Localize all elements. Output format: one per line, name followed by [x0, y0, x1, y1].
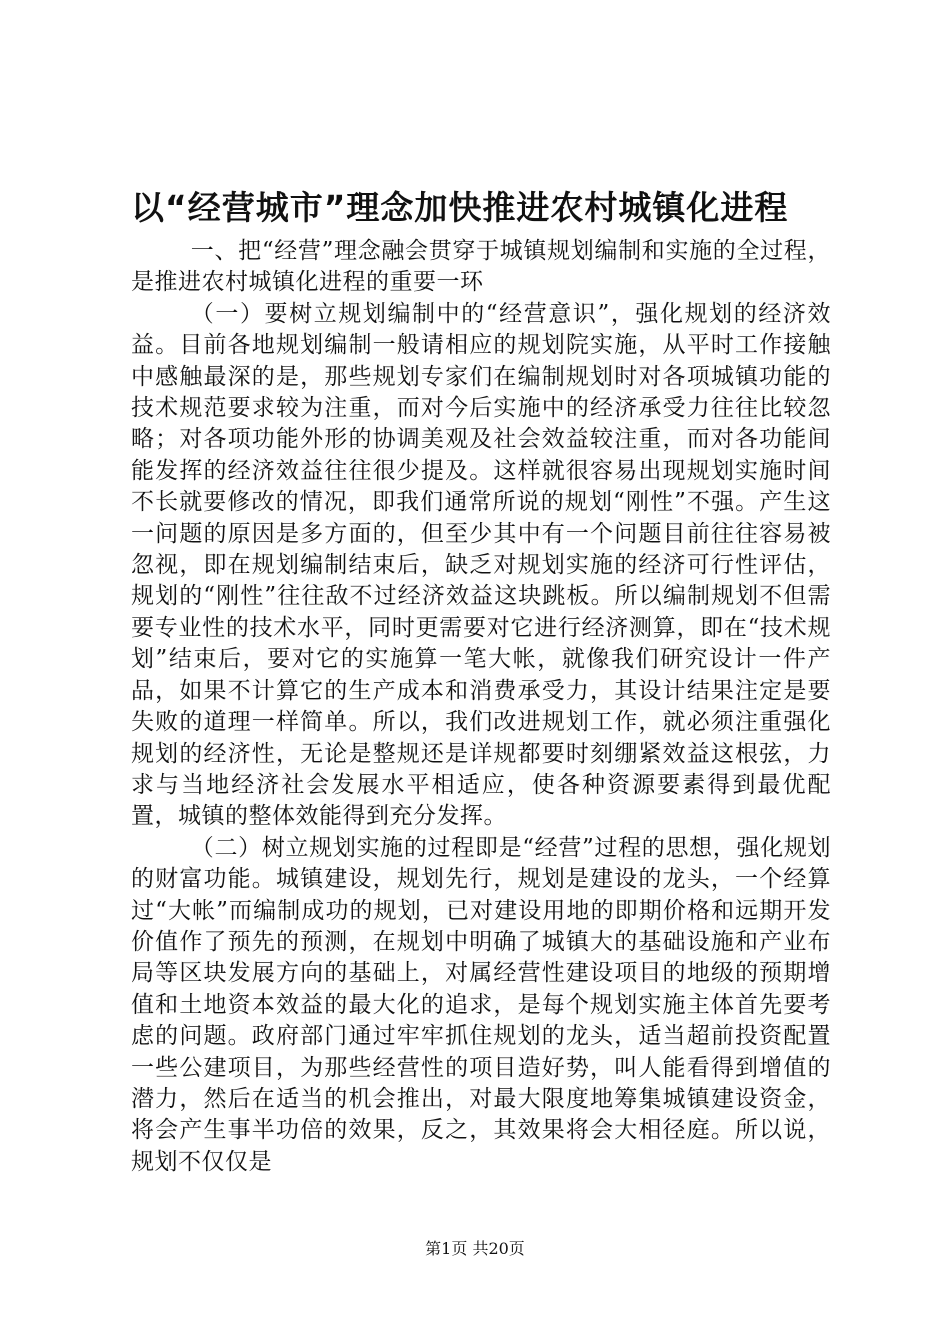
- document-title: 以“经营城市”理念加快推进农村城镇化进程: [131, 188, 789, 227]
- body-paragraph-1: （一）要树立规划编制中的“经营意识”，强化规划的经济效益。目前各地规划编制一般请相应的规划院实施，从平时工作接触中感触最深的是，那些规划专家们在编制规划时对各项城镇功能的技术规范要求较为注重，而对今后实施中的经济承受力往往比较忽略；对各项功能外形的协调美观及社会效益较注重，而对各功能间能发挥的经济效益往往很少提及。这样就很容易出现规划实施时间不长就要修改的情况，即我们通常所说的规划“刚性”不强。产生这一问题的原因是多方面的，但至少其中有一个问题目前往往容易被忽视，即在规划编制结束后，缺乏对规划实施的经济可行性评估，规划的“刚性”往往敌不过经济效益这块跳板。所以编制规划不但需要专业性的技术水平，同时更需要对它进行经济测算，即在“技术规划”结束后，要对它的实施算一笔大帐，就像我们研究设计一件产品，如果不计算它的生产成本和消费承受力，其设计结果注定是要失败的道理一样简单。所以，我们改进规划工作，就必须注重强化规划的经济性，无论是整规还是详规都要时刻绷紧效益这根弦，力求与当地经济社会发展水平相适应，使各种资源要素得到最优配置，城镇的整体效能得到充分发挥。: [131, 300, 831, 830]
- document-body: [131, 236, 831, 1178]
- page-number-footer: 第1页 共20页: [425, 1239, 525, 1258]
- section-heading-paragraph: 一、把“经营”理念融会贯穿于城镇规划编制和实施的全过程，是推进农村城镇化进程的重要一环: [131, 238, 831, 296]
- body-paragraph-2: （二）树立规划实施的过程即是“经营”过程的思想，强化规划的财富功能。城镇建设，规划先行，规划是建设的龙头，一个经算过“大帐”而编制成功的规划，已对建设用地的即期价格和远期开发价值作了预先的预测，在规划中明确了城镇大的基础设施和产业布局等区块发展方向的基础上，对属经营性建设项目的地级的预期增值和土地资本效益的最大化的追求，是每个规划实施主体首先要考虑的问题。政府部门通过牢牢抓住规划的龙头，适当超前投资配置一些公建项目，为那些经营性的项目造好势，叫人能看得到增值的潜力，然后在适当的机会推出，对最大限度地筹集城镇建设资金，将会产生事半功倍的效果，反之，其效果将会大相径庭。所以说，规划不仅仅是: [131, 834, 831, 1175]
